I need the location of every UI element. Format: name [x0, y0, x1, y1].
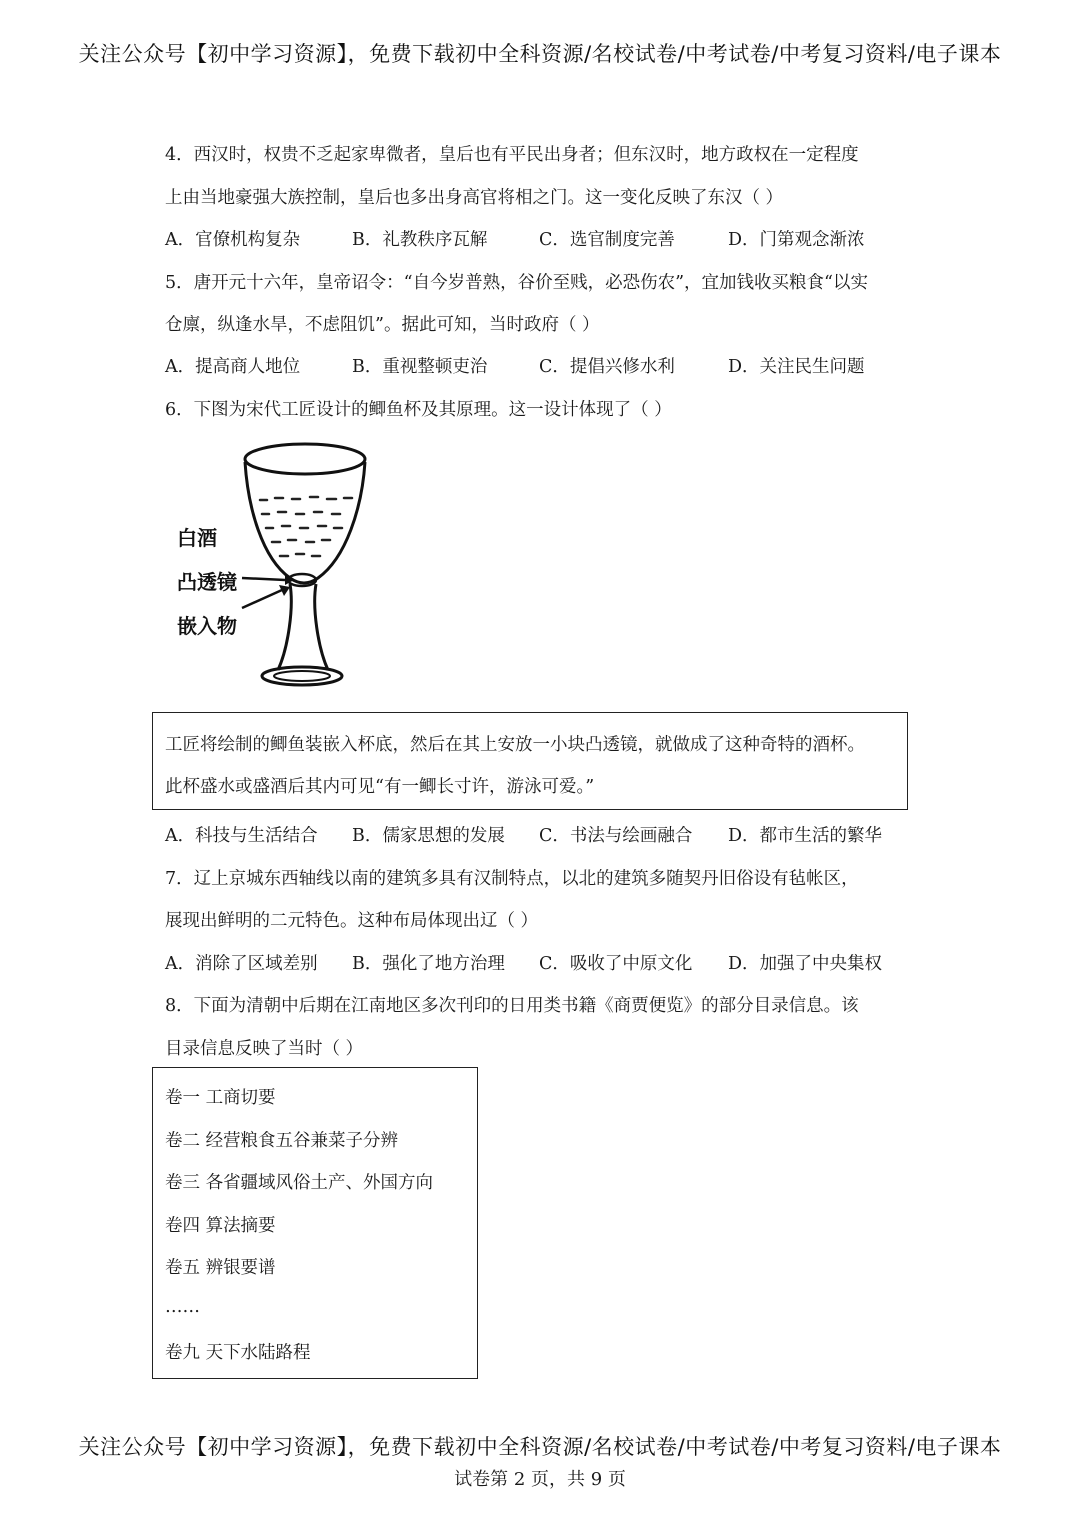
option-c[interactable]: C．吸收了中原文化	[539, 954, 693, 974]
option-b[interactable]: B．重视整顿吏治	[352, 357, 488, 377]
figure-label-liquor: 白酒	[177, 526, 217, 550]
page-number: 试卷第 2 页，共 9 页	[454, 1469, 626, 1490]
question-text-line: 6．下图为宋代工匠设计的鲫鱼杯及其原理。这一设计体现了（ ）	[165, 400, 672, 420]
catalog-item: 卷三 各省疆域风俗土产、外国方向	[165, 1173, 434, 1193]
option-a[interactable]: A．官僚机构复杂	[165, 230, 301, 250]
option-d[interactable]: D．都市生活的繁华	[728, 826, 883, 846]
option-a[interactable]: A．消除了区域差别	[165, 954, 318, 974]
question-text-line: 4．西汉时，权贵不乏起家卑微者，皇后也有平民出身者；但东汉时，地方政权在一定程度	[165, 145, 859, 165]
option-d[interactable]: D．门第观念渐浓	[728, 230, 865, 250]
material-text-line: 此杯盛水或盛酒后其内可见“有一鲫长寸许，游泳可爱。”	[165, 777, 595, 797]
catalog-item: 卷五 辨银要谱	[165, 1258, 276, 1278]
option-c[interactable]: C．书法与绘画融合	[539, 826, 693, 846]
option-c[interactable]: C．提倡兴修水利	[539, 357, 675, 377]
catalog-item: 卷一 工商切要	[165, 1088, 276, 1108]
option-a[interactable]: A．提高商人地位	[165, 357, 301, 377]
question-text-line: 7．辽上京城东西轴线以南的建筑多具有汉制特点，以北的建筑多随契丹旧俗设有毡帐区，	[165, 869, 859, 889]
option-b[interactable]: B．儒家思想的发展	[352, 826, 505, 846]
option-b[interactable]: B．礼教秩序瓦解	[352, 230, 488, 250]
option-d[interactable]: D．关注民生问题	[728, 357, 865, 377]
catalog-item: 卷九 天下水陆路程	[165, 1343, 311, 1363]
option-d[interactable]: D．加强了中央集权	[728, 954, 883, 974]
figure-label-inlay: 嵌入物	[177, 614, 237, 638]
option-a[interactable]: A．科技与生活结合	[165, 826, 318, 846]
material-text-line: 工匠将绘制的鲫鱼装嵌入杯底，然后在其上安放一小块凸透镜，就做成了这种奇特的酒杯。	[165, 735, 865, 755]
header-banner: 关注公众号【初中学习资源】，免费下载初中全科资源/名校试卷/中考试卷/中考复习资料/电子课本	[78, 42, 1002, 66]
question-text-line: 目录信息反映了当时（ ）	[165, 1039, 364, 1059]
question-text-line: 仓廪，纵逢水旱，不虑阻饥”。据此可知，当时政府（ ）	[165, 315, 600, 335]
question-text-line: 上由当地豪强大族控制，皇后也多出身高官将相之门。这一变化反映了东汉（ ）	[165, 188, 784, 208]
catalog-item: ……	[165, 1297, 200, 1317]
catalog-box	[152, 1067, 478, 1379]
material-box	[152, 712, 908, 810]
footer-banner: 关注公众号【初中学习资源】，免费下载初中全科资源/名校试卷/中考试卷/中考复习资料/电子课本	[78, 1435, 1002, 1459]
catalog-item: 卷四 算法摘要	[165, 1216, 276, 1236]
option-c[interactable]: C．选官制度完善	[539, 230, 675, 250]
catalog-item: 卷二 经营粮食五谷兼菜子分辨	[165, 1131, 399, 1151]
figure-label-lens: 凸透镜	[177, 570, 237, 594]
option-b[interactable]: B．强化了地方治理	[352, 954, 505, 974]
question-text-line: 展现出鲜明的二元特色。这种布局体现出辽（ ）	[165, 911, 539, 931]
question-text-line: 8．下面为清朝中后期在江南地区多次刊印的日用类书籍《商贾便览》的部分目录信息。该	[165, 996, 859, 1016]
question-text-line: 5．唐开元十六年，皇帝诏令：“自今岁普熟，谷价至贱，必恐伤农”，宜加钱收买粮食“以实	[165, 273, 868, 293]
